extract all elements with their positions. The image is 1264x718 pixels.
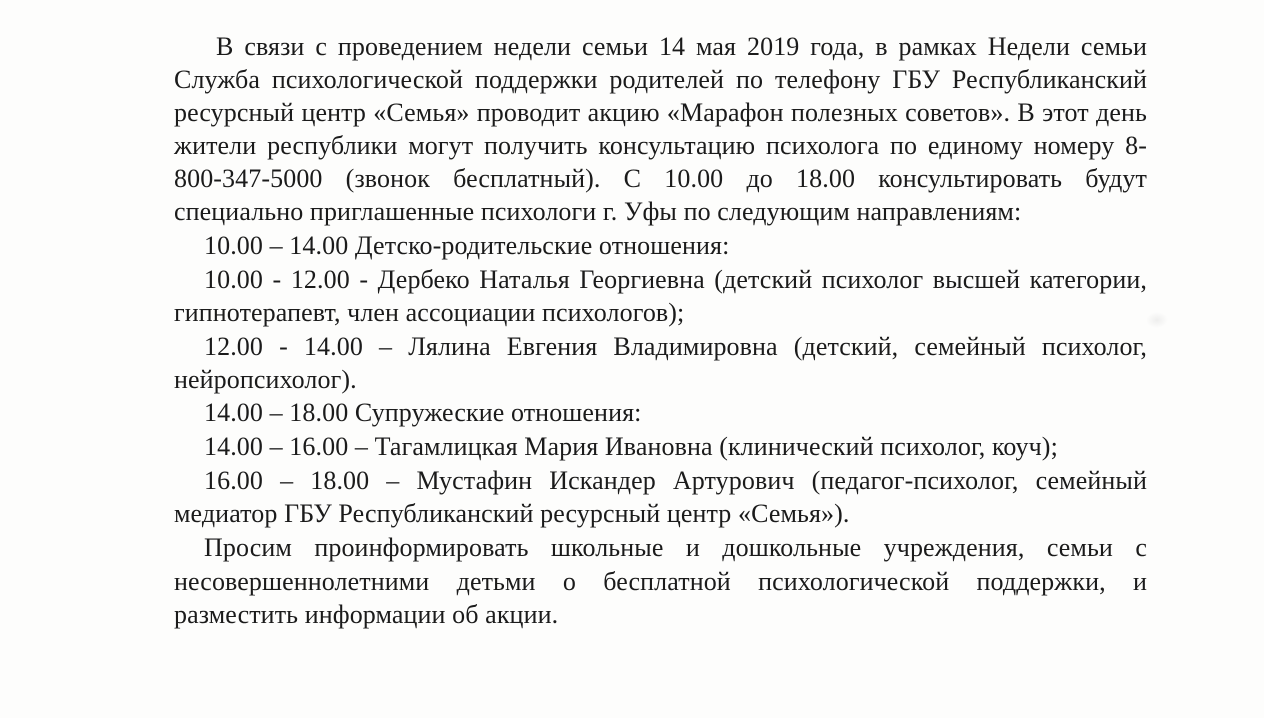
- scan-artifact: [1146, 312, 1168, 328]
- schedule-item-lyalina: 12.00 - 14.00 – Лялина Евгения Владимировна (детский, семейный психолог, нейропсихолог).: [174, 331, 1147, 394]
- schedule-item-derbeko: 10.00 - 12.00 - Дербеко Наталья Георгиевна (детский психолог высшей категории, гипнотерапевт, член ассоциации психологов);: [174, 264, 1147, 327]
- section-heading-parent-child: 10.00 – 14.00 Детско-родительские отношения:: [204, 230, 730, 260]
- document-body: [174, 30, 1147, 631]
- intro-paragraph: В связи с проведением недели семьи 14 мая 2019 года, в рамках Недели семьи Служба психологической поддержки родителей по телефону ГБУ Республиканский ресурсный центр «Семья» проводит акцию «Марафон полезных советов». В этот день жители республики могут получить консультацию психолога по единому номеру 8-800-347-5000 (звонок бесплатный). С 10.00 до 18.00 консультировать будут специально приглашенные психологи г. Уфы по следующим направлениям:: [174, 32, 1147, 227]
- schedule-item-tagamlitskaya: 14.00 – 16.00 – Тагамлицкая Мария Ивановна (клинический психолог, коуч);: [204, 432, 1058, 462]
- schedule-item-mustafin: 16.00 – 18.00 – Мустафин Искандер Артурович (педагог-психолог, семейный медиатор ГБУ Республиканский ресурсный центр «Семья»).: [174, 466, 1147, 529]
- closing-paragraph: Просим проинформировать школьные и дошкольные учреждения, семьи с несовершеннолетними детьми о бесплатной психологической поддержки, и разместить информации об акции.: [174, 533, 1147, 629]
- section-heading-marital: 14.00 – 18.00 Супружеские отношения:: [204, 398, 642, 428]
